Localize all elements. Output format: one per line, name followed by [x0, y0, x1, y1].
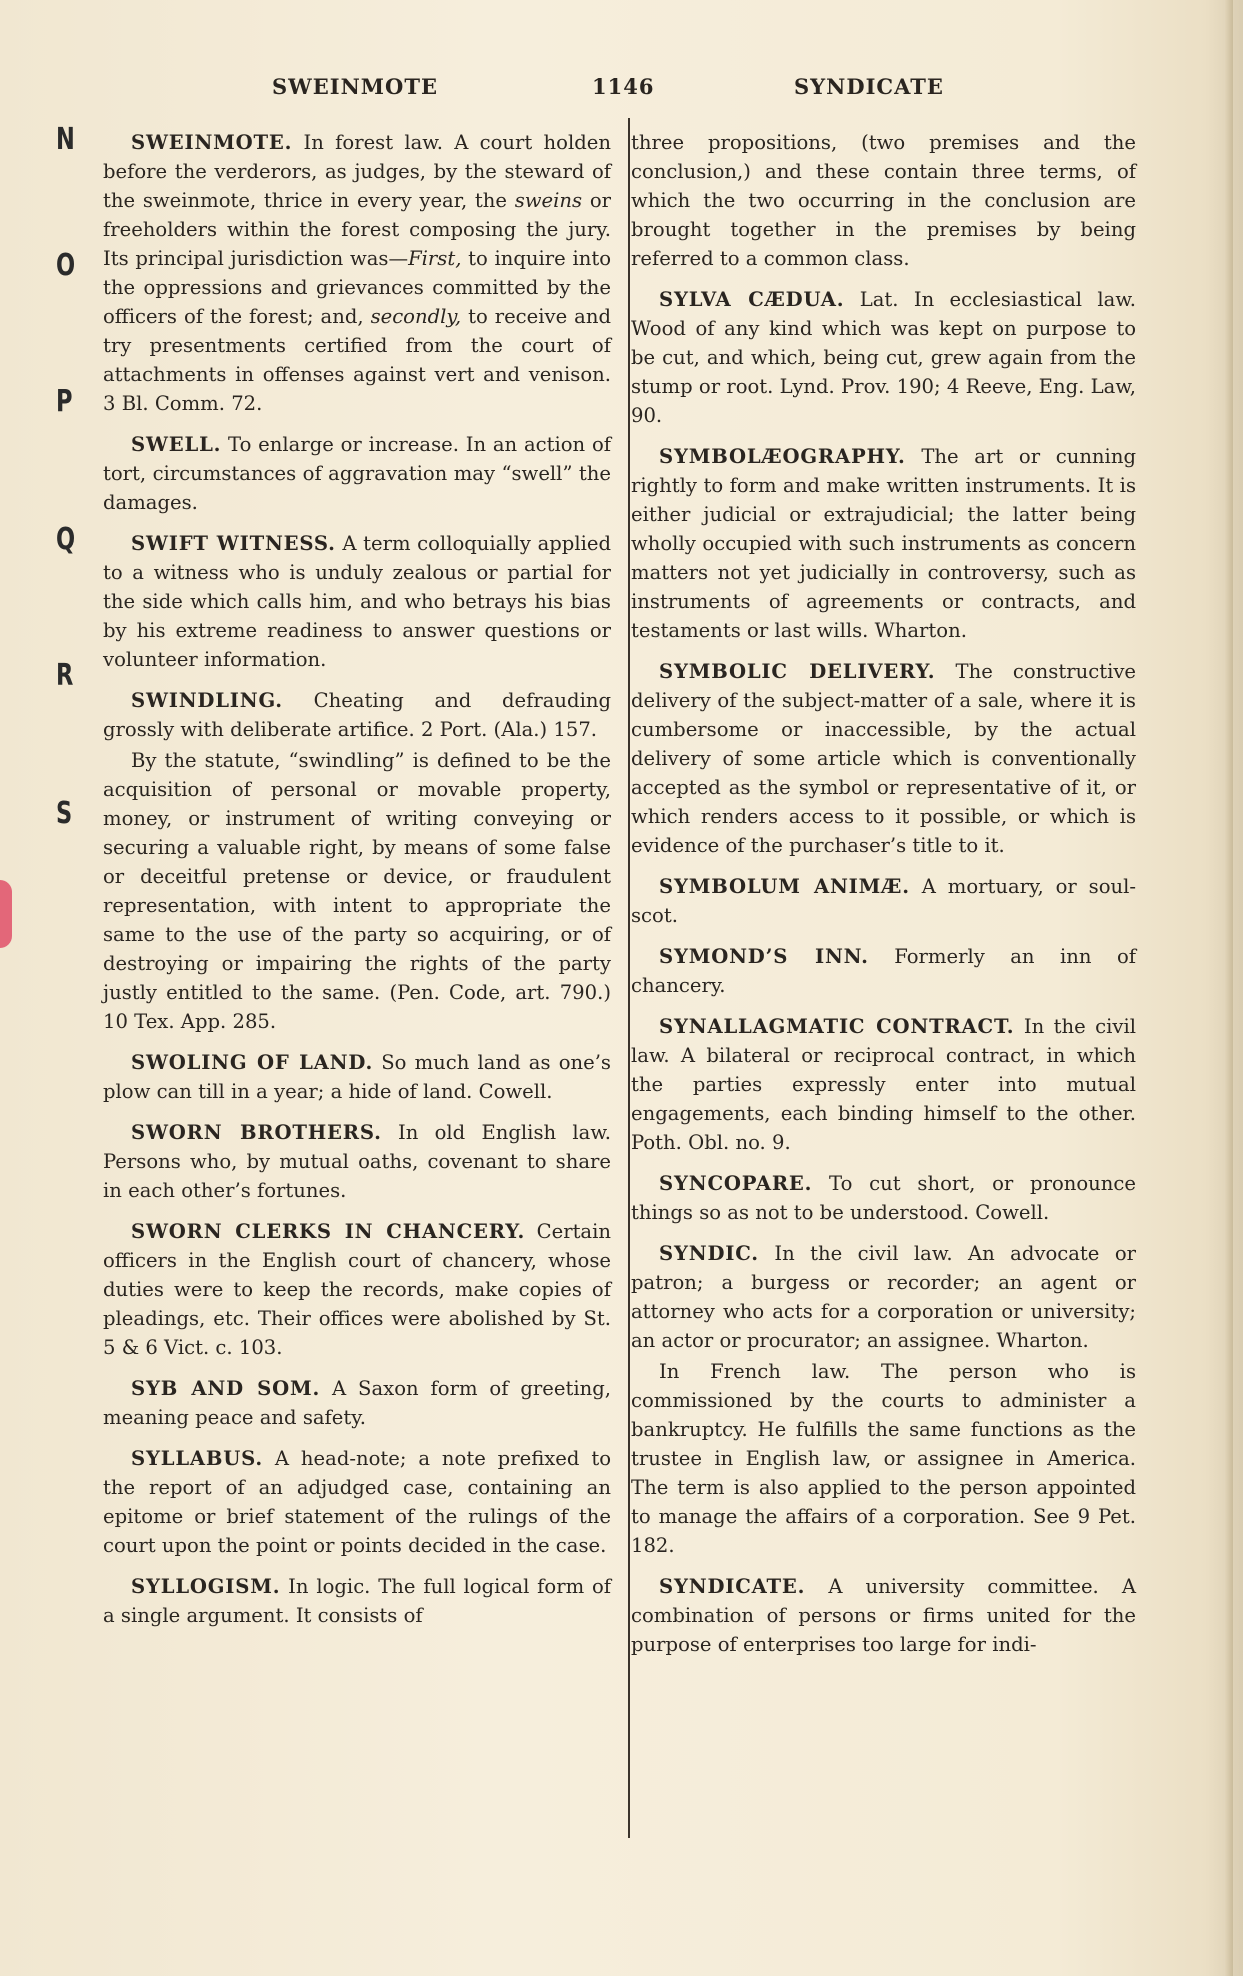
dictionary-entry	[631, 285, 1136, 430]
thumb-index-letter[interactable]: P	[56, 384, 73, 419]
entry-definition: Formerly an inn of chancery.	[631, 945, 1136, 997]
entry-definition: To enlarge or increase. In an action of tort, circumstances of aggravation may “swell” the damages.	[103, 433, 611, 514]
entry-definition: The art or cunning rightly to form and make written instruments. It is either judicial or extrajudicial; the latter being wholly occupied with such instruments as concern matters not yet judicially in controversy, such as instruments of agreements or contracts, and testaments or last wills. Wharton.	[631, 445, 1136, 642]
entry-term: SYB AND SOM.	[131, 1377, 321, 1400]
entry-definition: Cheating and defrauding grossly with deliberate artifice. 2 Port. (Ala.) 157.	[103, 689, 611, 741]
entry-term: SWIFT WITNESS.	[131, 532, 336, 555]
dictionary-entry	[103, 128, 611, 418]
dictionary-entry	[631, 942, 1136, 1000]
thumb-index-letter[interactable]: R	[56, 658, 74, 693]
header-right-guide-word: SYNDICATE	[794, 74, 944, 99]
entry-definition: A Saxon form of greeting, meaning peace and safety.	[103, 1377, 611, 1429]
entry-definition: In logic. The full logical form of a single argument. It consists of	[103, 1575, 612, 1627]
entry-definition: To cut short, or pronounce things so as not to be understood. Cowell.	[631, 1172, 1136, 1224]
entry-term: SYMBOLUM ANIMÆ.	[659, 875, 910, 898]
dictionary-entry	[631, 442, 1136, 645]
dictionary-entry	[103, 1118, 611, 1205]
entry-definition: A term colloquially applied to a witness who is unduly zealous or partial for the side which calls him, and who betrays his bias by his extreme readiness to answer questions or volunteer information.	[103, 532, 612, 671]
thumb-index-letter[interactable]: N	[56, 122, 75, 157]
running-header	[100, 74, 1140, 108]
dictionary-entry	[103, 430, 611, 517]
page-number: 1146	[592, 74, 655, 99]
entry-term: SWINDLING.	[131, 689, 283, 712]
entry-definition: to receive and try presentments certified from the court of attachments in offenses against vert and venison. 3 Bl. Comm. 72.	[103, 305, 611, 415]
entry-term: SYLLABUS.	[131, 1447, 264, 1470]
dictionary-entry	[631, 1572, 1136, 1659]
entry-definition: In the civil law. An advocate or patron; a burgess or recorder; an agent or attorney who acts for a corporation or university; an actor or procurator; an assignee. Wharton.	[631, 1242, 1136, 1352]
entry-definition: So much land as one’s plow can till in a year; a hide of land. Cowell.	[103, 1051, 611, 1103]
entry-definition: A mortuary, or soul-scot.	[631, 875, 1136, 927]
entry-term: SYLVA CÆDUA.	[659, 288, 845, 311]
entry-term: SWORN BROTHERS.	[131, 1121, 382, 1144]
entry-italic: First,	[408, 247, 462, 270]
dictionary-entry	[103, 686, 611, 744]
thumb-index-letter[interactable]: S	[56, 796, 73, 831]
dictionary-entry	[631, 1012, 1136, 1157]
entry-definition: Certain officers in the English court of chancery, whose duties were to keep the records, make copies of pleadings, etc. Their offices were abolished by St. 5 & 6 Vict. c. 103.	[103, 1220, 612, 1359]
entry-term: SWORN CLERKS IN CHANCERY.	[131, 1220, 526, 1243]
entry-definition: In forest law. A court holden before the verderors, as judges, by the steward of the sweinmote, thrice in every year, the	[103, 131, 611, 212]
entry-definition: In the civil law. A bilateral or reciprocal contract, in which the parties expressly enter into mutual engagements, each binding himself to the other. Poth. Obl. no. 9.	[631, 1015, 1137, 1154]
dictionary-entry	[103, 1374, 611, 1432]
entry-paragraph: By the statute, “swindling” is defined to be the acquisition of personal or movable property, money, or instrument of writing conveying or securing a valuable right, by means of some false or deceitful pretense or device, or fraudulent representation, with intent to appropriate the same to the use of the party so acquiring, or of destroying or impairing the rights of the party justly entitled to the same. (Pen. Code, art. 790.) 10 Tex. App. 285.	[103, 749, 611, 1033]
column-divider	[628, 118, 630, 1838]
entry-definition: In old English law. Persons who, by mutual oaths, covenant to share in each other’s fortunes.	[103, 1121, 611, 1202]
thumb-index-letter[interactable]: Q	[56, 522, 76, 557]
dictionary-entry	[103, 1048, 611, 1106]
entry-paragraph: In French law. The person who is commissioned by the courts to administer a bankruptcy. He fulfills the same functions as the trustee in English law, or assignee in America. The term is also applied to the person appointed to manage the affairs of a corporation. See 9 Pet. 182.	[631, 1360, 1136, 1557]
dictionary-entry	[103, 1444, 611, 1560]
left-column	[103, 128, 611, 1642]
entry-term: SWOLING OF LAND.	[131, 1051, 374, 1074]
thumb-index-marker	[0, 880, 12, 948]
dictionary-entry	[103, 1217, 611, 1362]
entry-term: SWELL.	[131, 433, 222, 456]
entry-definition: three propositions, (two premises and the conclusion,) and these contain three terms, of which the two occurring in the conclusion are brought together in the premises by being referred to a common class.	[631, 131, 1136, 270]
header-left-guide-word: SWEINMOTE	[272, 74, 438, 99]
entry-definition: The constructive delivery of the subject-matter of a sale, where it is cumbersome or inaccessible, by the actual delivery of some article which is conventionally accepted as the symbol or representative of it, or which renders access to it possible, or which is evidence of the purchaser’s title to it.	[631, 660, 1136, 857]
dictionary-entry-continuation	[631, 128, 1136, 273]
dictionary-entry	[103, 1572, 611, 1630]
entry-term: SYNDICATE.	[659, 1575, 806, 1598]
entry-definition: to inquire into the oppressions and grievances committed by the officers of the forest; and,	[103, 247, 611, 328]
entry-term: SYNDIC.	[659, 1242, 759, 1265]
entry-definition: A head-note; a note prefixed to the report of an adjudged case, containing an epitome or brief statement of the rulings of the court upon the point or points decided in the case.	[103, 1447, 611, 1557]
entry-term: SYMOND’S INN.	[659, 945, 869, 968]
entry-term: SYLLOGISM.	[131, 1575, 281, 1598]
dictionary-entry	[103, 529, 611, 674]
entry-term: SYMBOLÆOGRAPHY.	[659, 445, 906, 468]
entry-term: SYNCOPARE.	[659, 1172, 813, 1195]
book-spine-edge	[1225, 0, 1233, 1976]
dictionary-entry	[631, 1239, 1136, 1355]
entry-italic: secondly,	[370, 305, 462, 328]
entry-italic: sweins	[514, 189, 583, 212]
entry-definition: or freeholders within the forest composing the jury. Its principal jurisdiction was—	[103, 189, 611, 270]
thumb-index-letter[interactable]: O	[56, 248, 76, 283]
entry-definition: A university committee. A combination of persons or firms united for the purpose of enterprises too large for indi-	[631, 1575, 1137, 1656]
entry-term: SWEINMOTE.	[131, 131, 293, 154]
entry-term: SYNALLAGMATIC CONTRACT.	[659, 1015, 1015, 1038]
entry-definition: Lat. In ecclesiastical law. Wood of any kind which was kept on purpose to be cut, and which, being cut, grew again from the stump or root. Lynd. Prov. 190; 4 Reeve, Eng. Law, 90.	[631, 288, 1136, 427]
dictionary-entry	[631, 657, 1136, 860]
right-column	[631, 128, 1136, 1671]
entry-term: SYMBOLIC DELIVERY.	[659, 660, 936, 683]
dictionary-entry	[631, 872, 1136, 930]
dictionary-entry	[631, 1169, 1136, 1227]
